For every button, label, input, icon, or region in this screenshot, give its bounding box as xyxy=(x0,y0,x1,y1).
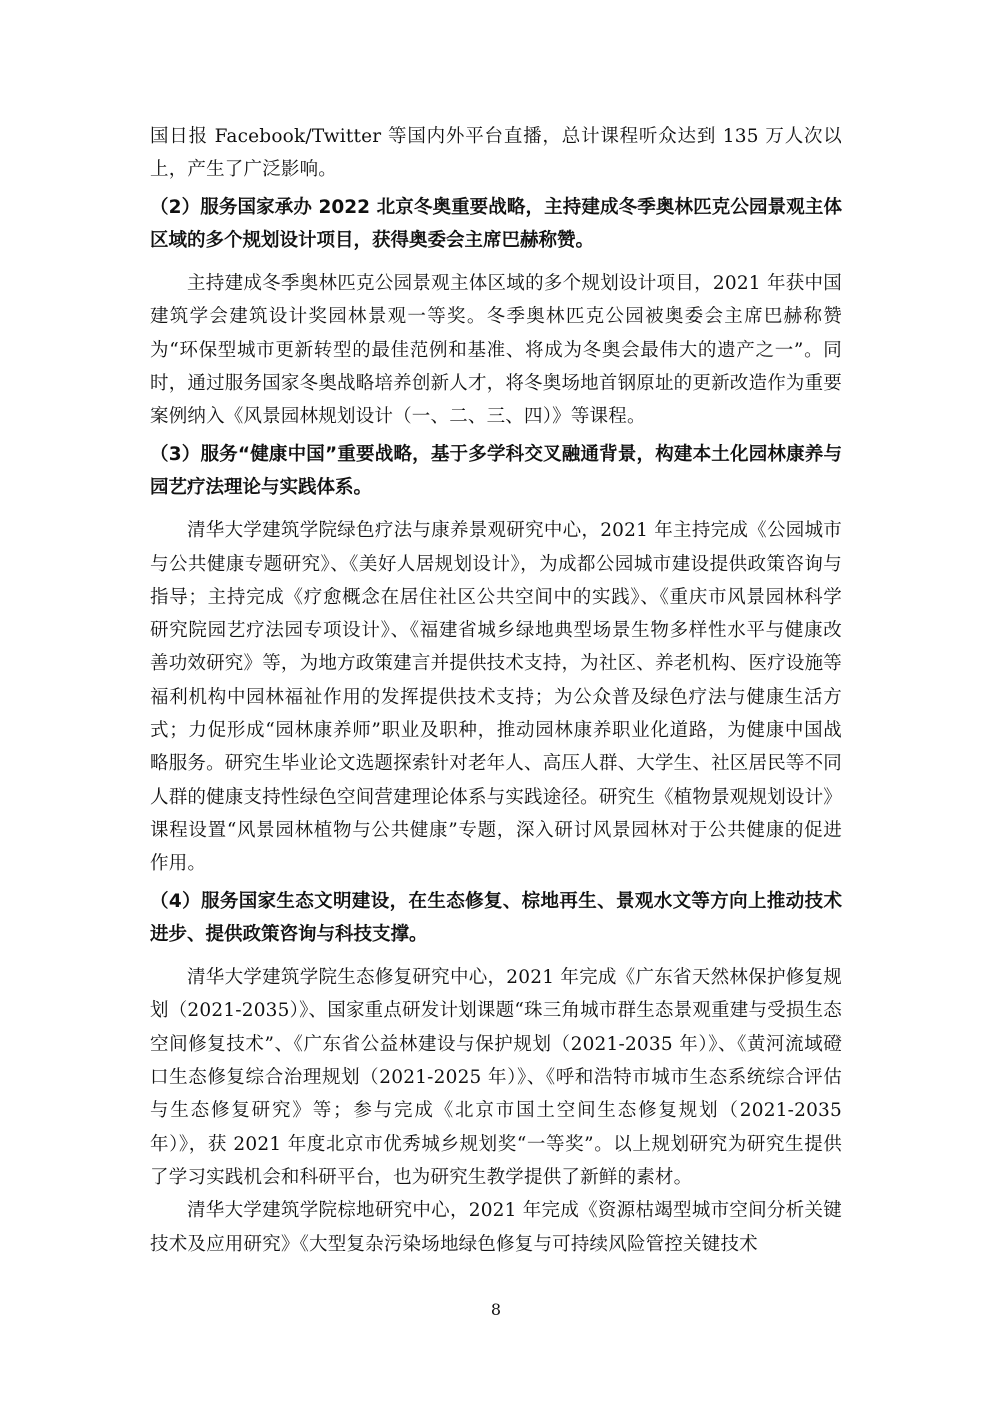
section-heading-2: （2）服务国家承办 2022 北京冬奥重要战略，主持建成冬季奥林匹克公园景观主体区域的多个规划设计项目，获得奥委会主席巴赫称赞。 xyxy=(150,196,842,251)
section-heading-4: （4）服务国家生态文明建设，在生态修复、棕地再生、景观水文等方向上推动技术进步、提供政策咨询与科技支撑。 xyxy=(150,890,842,945)
page-number: 8 xyxy=(490,1300,502,1319)
paragraph-healthy-china: 清华大学建筑学院绿色疗法与康养景观研究中心，2021 年主持完成《公园城市与公共健康专题研究》、《美好人居规划设计》，为成都公园城市建设提供政策咨询与指导；主持完成《疗愈概念在居住社区公共空间中的实践》、《重庆市风景园林科学研究院园艺疗法园专项设计》、《福建省城乡绿地典型场景生物多样性水平与健康改善功效研究》等，为地方政策建言并提供技术支持，为社区、养老机构、医疗设施等福利机构中园林福祉作用的发挥提供技术支持；为公众普及绿色疗法与健康生活方式；力促形成“园林康养师”职业及职种，推动园林康养职业化道路，为健康中国战略服务。研究生毕业论文选题探索针对老年人、高压人群、大学生、社区居民等不同人群的健康支持性绿色空间营建理论体系与实践途径。研究生《植物景观规划设计》课程设置“风景园林植物与公共健康”专题，深入研讨风景园林对于公共健康的促进作用。 xyxy=(150,520,842,875)
paragraph-brownfield: 清华大学建筑学院棕地研究中心，2021 年完成《资源枯竭型城市空间分析关键技术及应用研究》《大型复杂污染场地绿色修复与可持续风险管控关键技术 xyxy=(150,1200,842,1255)
paragraph-ecological-restoration: 清华大学建筑学院生态修复研究中心，2021 年完成《广东省天然林保护修复规划（2021-2035）》、国家重点研发计划课题“珠三角城市群生态景观重建与受损生态空间修复技术”、《广东省公益林建设与保护规划（2021-2035 年）》、《黄河流域磴口生态修复综合治理规划（2021-2025 年）》、《呼和浩特市城市生态系统综合评估与生态修复研究》等；参与完成《北京市国土空间生态修复规划（2021-2035 年）》，获 2021 年度北京市优秀城乡规划奖“一等奖”。以上规划研究为研究生提供了学习实践机会和科研平台，也为研究生教学提供了新鲜的素材。 xyxy=(150,967,842,1188)
section-heading-3: （3）服务“健康中国”重要战略，基于多学科交叉融通背景，构建本土化园林康养与园艺疗法理论与实践体系。 xyxy=(150,443,842,498)
paragraph-continuation: 国日报 Facebook/Twitter 等国内外平台直播，总计课程听众达到 135 万人次以上，产生了广泛影响。 xyxy=(150,126,842,181)
document-body xyxy=(150,120,842,1261)
paragraph-winter-olympics: 主持建成冬季奥林匹克公园景观主体区域的多个规划设计项目，2021 年获中国建筑学会建筑设计奖园林景观一等奖。冬季奥林匹克公园被奥委会主席巴赫称赞为“环保型城市更新转型的最佳范例和基准、将成为冬奥会最伟大的遗产之一”。同时，通过服务国家冬奥战略培养创新人才，将冬奥场地首钢原址的更新改造作为重要案例纳入《风景园林规划设计（一、二、三、四）》等课程。 xyxy=(150,273,842,428)
